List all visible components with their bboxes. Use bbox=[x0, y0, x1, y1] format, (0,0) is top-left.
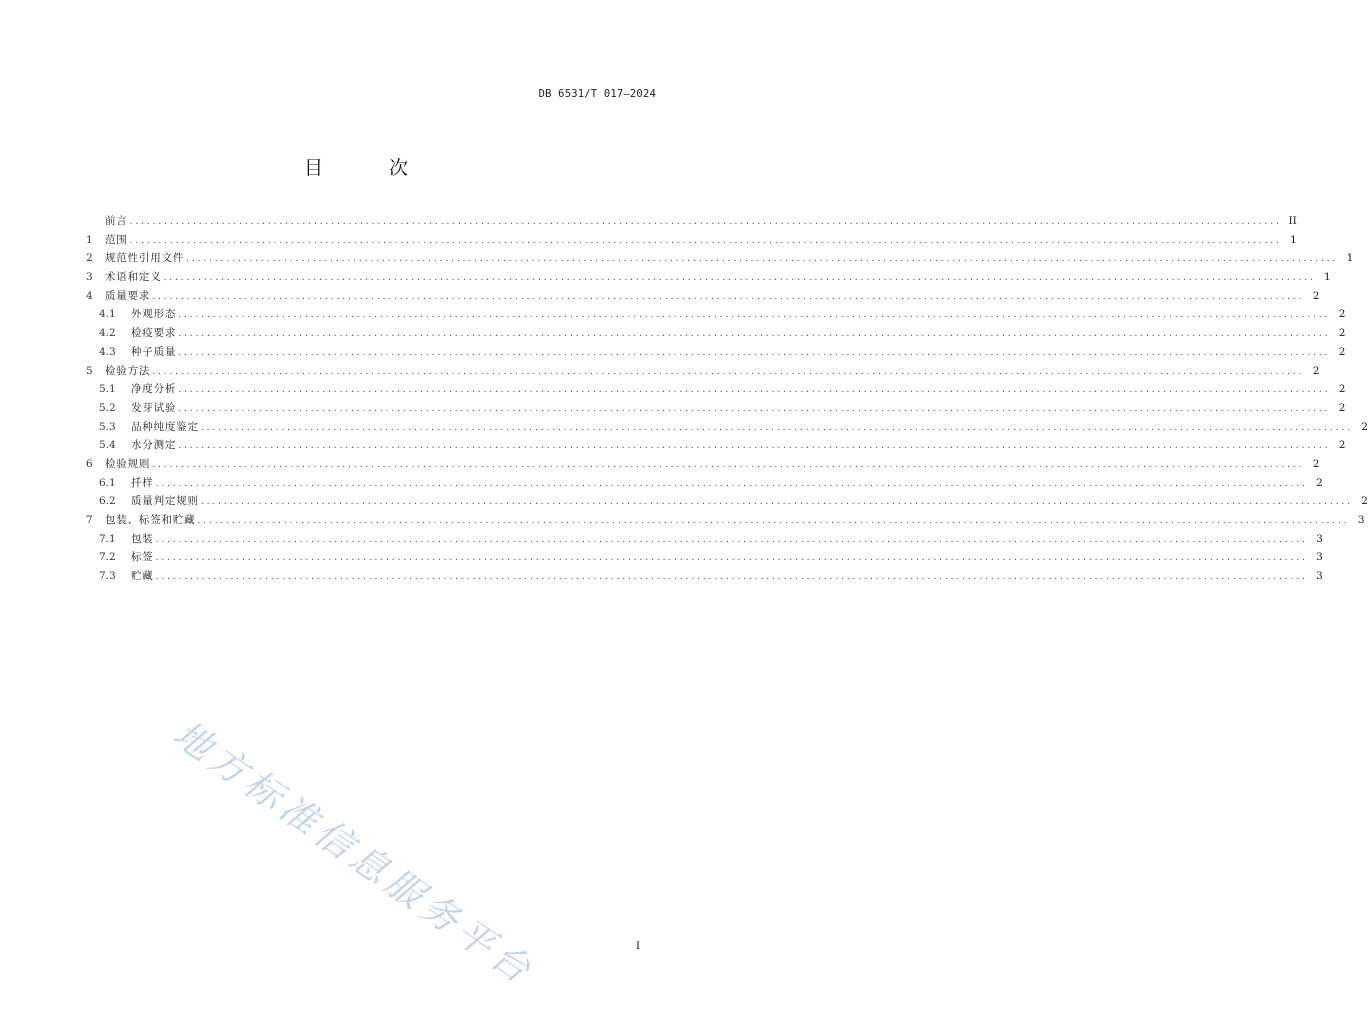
toc-entry-number: 7 bbox=[86, 514, 93, 526]
toc-entry-label: 规范性引用文件 bbox=[105, 252, 185, 265]
toc-entry-label: 扦样 bbox=[131, 476, 154, 489]
toc-dot-leader: ........................................................................................................................................................................................................ bbox=[155, 572, 1308, 583]
toc-entry-number: 4.2 bbox=[99, 327, 116, 340]
toc-entry[interactable] bbox=[86, 324, 1346, 343]
toc-entry[interactable] bbox=[86, 305, 1346, 324]
toc-entry-label: 标签 bbox=[131, 551, 154, 564]
toc-entry[interactable] bbox=[86, 455, 1320, 474]
toc-dot-leader: ........................................................................................................................................................................................................ bbox=[186, 254, 1339, 265]
toc-entry-number: 7.2 bbox=[99, 551, 116, 564]
toc-dot-leader: ........................................................................................................................................................................................................ bbox=[129, 217, 1282, 227]
table-of-contents bbox=[86, 212, 1368, 586]
toc-entry-label: 外观形态 bbox=[131, 308, 177, 321]
toc-dot-leader: ........................................................................................................................................................................................................ bbox=[197, 516, 1350, 526]
toc-dot-leader: ........................................................................................................................................................................................................ bbox=[178, 310, 1331, 321]
toc-entry[interactable] bbox=[86, 418, 1368, 437]
toc-entry[interactable] bbox=[86, 380, 1346, 399]
toc-entry-label: 种子质量 bbox=[131, 345, 177, 358]
toc-entry-page: 3 bbox=[1357, 514, 1365, 526]
toc-entry[interactable] bbox=[86, 343, 1346, 362]
toc-entry[interactable] bbox=[86, 362, 1320, 381]
watermark: 地方标准信息服务平台 bbox=[165, 712, 543, 995]
toc-entry[interactable] bbox=[86, 474, 1323, 493]
toc-entry-label: 检疫要求 bbox=[131, 327, 177, 340]
toc-entry-label: 检验方法 bbox=[105, 364, 151, 377]
toc-dot-leader: ........................................................................................................................................................................................................ bbox=[152, 291, 1305, 302]
toc-dot-leader: ........................................................................................................................................................................................................ bbox=[178, 329, 1331, 340]
toc-entry-label: 术语和定义 bbox=[105, 271, 162, 284]
toc-dot-leader: ........................................................................................................................................................................................................ bbox=[155, 553, 1308, 564]
toc-entry-label: 检验规则 bbox=[105, 457, 151, 470]
toc-dot-leader: ........................................................................................................................................................................................................ bbox=[200, 497, 1353, 508]
toc-dot-leader: ........................................................................................................................................................................................................ bbox=[155, 478, 1308, 489]
toc-entry[interactable] bbox=[86, 511, 1365, 530]
toc-entry-label: 质量要求 bbox=[105, 289, 151, 302]
toc-entry-page: 2 bbox=[1338, 327, 1346, 340]
toc-entry[interactable] bbox=[86, 548, 1323, 567]
toc-dot-leader: ........................................................................................................................................................................................................ bbox=[178, 441, 1331, 452]
toc-entry-page: 3 bbox=[1316, 532, 1323, 545]
toc-entry-label: 范围 bbox=[105, 233, 128, 246]
toc-entry-page: 2 bbox=[1316, 476, 1323, 489]
toc-entry-number: 4.3 bbox=[99, 345, 116, 358]
toc-entry-label: 发芽试验 bbox=[131, 401, 177, 414]
toc-entry[interactable] bbox=[86, 436, 1346, 455]
page-number: I bbox=[635, 940, 640, 952]
toc-entry-page: 2 bbox=[1338, 401, 1346, 414]
toc-entry[interactable] bbox=[86, 249, 1354, 268]
toc-entry-number: 3 bbox=[86, 271, 93, 284]
toc-entry-number: 7.1 bbox=[99, 532, 116, 545]
toc-entry-page: 2 bbox=[1312, 364, 1320, 377]
toc-entry-number: 1 bbox=[86, 233, 93, 246]
toc-entry-label: 质量判定规则 bbox=[131, 495, 199, 508]
toc-entry[interactable] bbox=[86, 287, 1320, 306]
toc-entry-number: 4 bbox=[86, 289, 93, 302]
toc-entry-page: 1 bbox=[1290, 233, 1297, 246]
toc-entry[interactable] bbox=[86, 530, 1323, 549]
toc-dot-leader: ........................................................................................................................................................................................................ bbox=[178, 385, 1331, 396]
toc-title: 目 次 bbox=[303, 157, 439, 179]
toc-entry[interactable] bbox=[86, 567, 1323, 586]
toc-entry-page: 2 bbox=[1361, 420, 1368, 433]
toc-entry-page: 3 bbox=[1316, 551, 1323, 564]
toc-entry[interactable] bbox=[86, 399, 1346, 418]
toc-entry-page: 2 bbox=[1312, 289, 1320, 302]
toc-entry-number: 6.2 bbox=[99, 495, 116, 508]
toc-entry-label: 前言 bbox=[105, 215, 128, 227]
toc-entry-label: 品种纯度鉴定 bbox=[131, 420, 199, 433]
toc-dot-leader: ........................................................................................................................................................................................................ bbox=[152, 366, 1305, 377]
toc-entry-number: 2 bbox=[86, 252, 93, 265]
toc-entry-number: 7.3 bbox=[99, 570, 116, 583]
toc-entry-label: 贮藏 bbox=[131, 570, 154, 583]
toc-dot-leader: ........................................................................................................................................................................................................ bbox=[178, 347, 1331, 358]
toc-entry-label: 包装 bbox=[131, 532, 154, 545]
toc-entry[interactable] bbox=[86, 492, 1368, 511]
toc-entry-page: 2 bbox=[1338, 345, 1346, 358]
toc-dot-leader: ........................................................................................................................................................................................................ bbox=[129, 235, 1282, 246]
toc-dot-leader: ........................................................................................................................................................................................................ bbox=[163, 273, 1316, 284]
toc-entry-label: 包装、标签和贮藏 bbox=[105, 514, 196, 526]
toc-entry-number: 5.2 bbox=[99, 401, 116, 414]
toc-entry-page: II bbox=[1288, 215, 1297, 227]
toc-dot-leader: ........................................................................................................................................................................................................ bbox=[155, 534, 1308, 545]
toc-dot-leader: ........................................................................................................................................................................................................ bbox=[178, 403, 1331, 414]
toc-entry-page: 3 bbox=[1316, 570, 1323, 583]
toc-entry-page: 1 bbox=[1323, 271, 1331, 284]
toc-entry-page: 2 bbox=[1361, 495, 1368, 508]
toc-entry-page: 1 bbox=[1346, 252, 1354, 265]
toc-entry-number: 6 bbox=[86, 457, 93, 470]
toc-entry-label: 水分测定 bbox=[131, 439, 177, 452]
toc-entry-number: 5.3 bbox=[99, 420, 116, 433]
toc-entry-number: 6.1 bbox=[99, 476, 116, 489]
toc-dot-leader: ........................................................................................................................................................................................................ bbox=[152, 459, 1305, 470]
document-code: DB 6531/T 017—2024 bbox=[538, 88, 656, 100]
toc-entry[interactable] bbox=[86, 212, 1297, 231]
toc-entry[interactable] bbox=[86, 268, 1331, 287]
toc-entry-page: 2 bbox=[1338, 308, 1346, 321]
toc-entry-page: 2 bbox=[1312, 457, 1320, 470]
toc-entry-page: 2 bbox=[1338, 383, 1346, 396]
toc-entry-number: 4.1 bbox=[99, 308, 116, 321]
toc-entry-number: 5.4 bbox=[99, 439, 116, 452]
toc-entry-number: 5 bbox=[86, 364, 93, 377]
toc-entry[interactable] bbox=[86, 231, 1297, 250]
toc-dot-leader: ........................................................................................................................................................................................................ bbox=[200, 422, 1353, 433]
toc-entry-page: 2 bbox=[1338, 439, 1346, 452]
toc-entry-number: 5.1 bbox=[99, 383, 116, 396]
toc-entry-label: 净度分析 bbox=[131, 383, 177, 396]
